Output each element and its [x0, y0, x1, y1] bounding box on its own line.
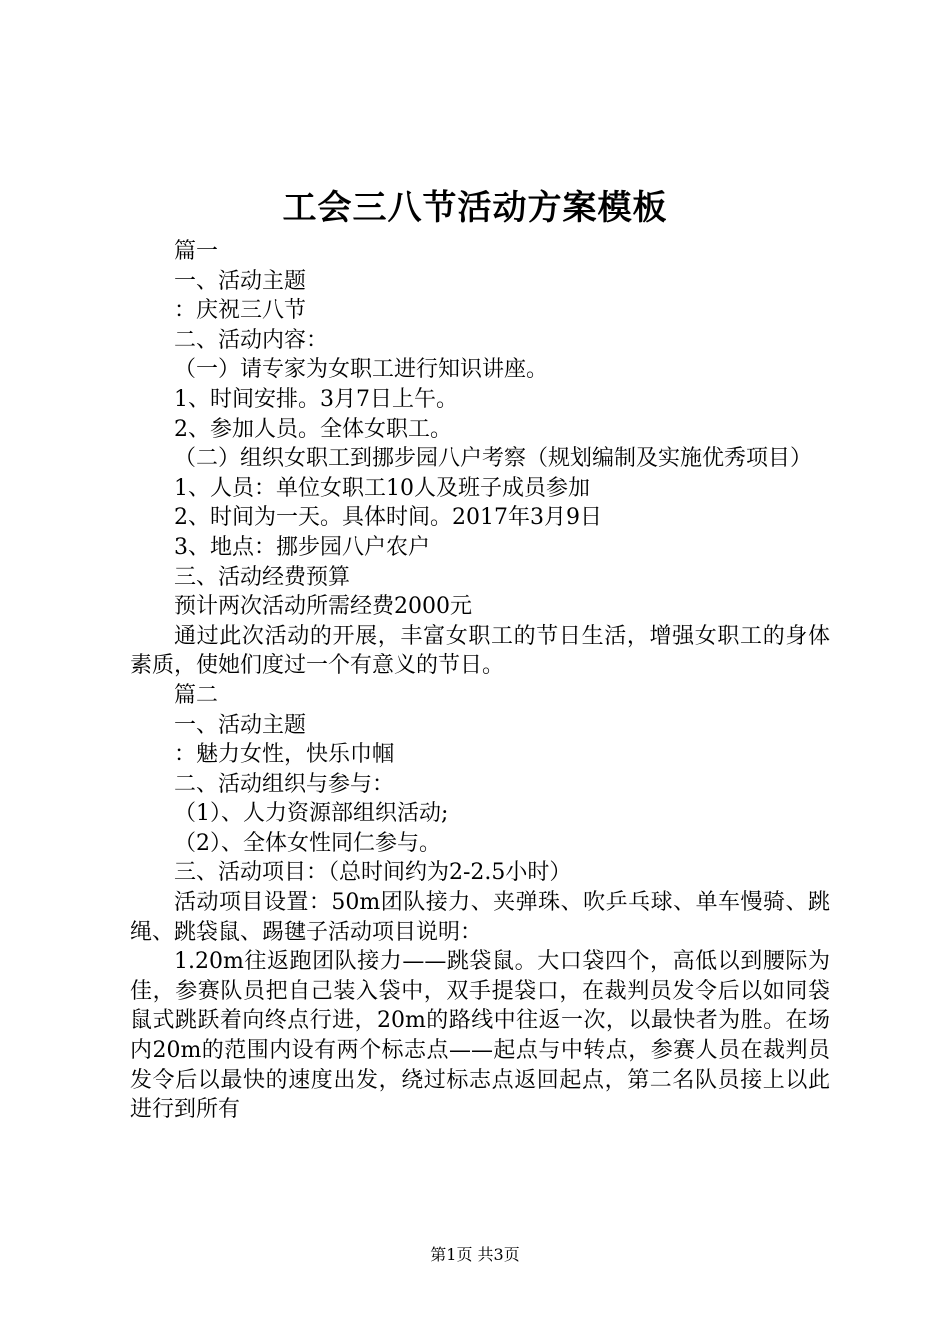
paragraph: （2）、全体女性同仁参与。: [174, 830, 441, 856]
paragraph: （一）请专家为女职工进行知识讲座。: [174, 357, 549, 383]
paragraph: 一、活动主题: [174, 712, 307, 738]
paragraph: 3、地点：挪步园八户农户: [174, 534, 430, 560]
paragraph: 一、活动主题: [174, 268, 307, 294]
paragraph: 三、活动项目：（总时间约为2-2.5小时）: [174, 860, 572, 886]
document-body: [130, 237, 830, 1125]
paragraph: 1、人员：单位女职工10人及班子成员参加: [174, 475, 590, 501]
paragraph: 三、活动经费预算: [174, 564, 351, 590]
paragraph: 通过此次活动的开展，丰富女职工的节日生活，增强女职工的身体素质，使她们度过一个有意义的节日。: [130, 623, 830, 679]
page-footer: 第1页 共3页: [430, 1245, 520, 1264]
section-heading: 篇一: [174, 239, 219, 264]
document-title: 工会三八节活动方案模板: [282, 188, 668, 228]
paragraph: 1.20m往返跑团队接力——跳袋鼠。大口袋四个，高低以到腰际为佳，参赛队员把自己装入袋中，双手提袋口，在裁判员发令后以如同袋鼠式跳跃着向终点行进，20m的路线中往返一次，以最快者为胜。在场内20m的范围内设有两个标志点——起点与中转点，参赛人员在裁判员发令后以最快的速度出发，绕过标志点返回起点，第二名队员接上以此进行到所有: [130, 949, 830, 1123]
paragraph: ：庆祝三八节: [174, 298, 307, 324]
paragraph: 预计两次活动所需经费2000元: [174, 594, 472, 620]
paragraph: 2、参加人员。全体女职工。: [174, 416, 452, 442]
paragraph: 二、活动内容：: [174, 327, 329, 353]
paragraph: 活动项目设置：50m团队接力、夹弹珠、吹乒乓球、单车慢骑、跳绳、跳袋鼠、踢毽子活动项目说明：: [130, 890, 830, 945]
paragraph: 二、活动组织与参与：: [174, 771, 395, 797]
paragraph: 2、时间为一天。具体时间。2017年3月9日: [174, 505, 602, 531]
paragraph: ：魅力女性，快乐巾帼: [174, 742, 395, 768]
paragraph: （二）组织女职工到挪步园八户考察（规划编制及实施优秀项目）: [174, 446, 813, 472]
paragraph: 1、时间安排。3月7日上午。: [174, 386, 458, 412]
paragraph: （1）、人力资源部组织活动;: [174, 801, 449, 827]
section-heading: 篇二: [174, 682, 219, 708]
